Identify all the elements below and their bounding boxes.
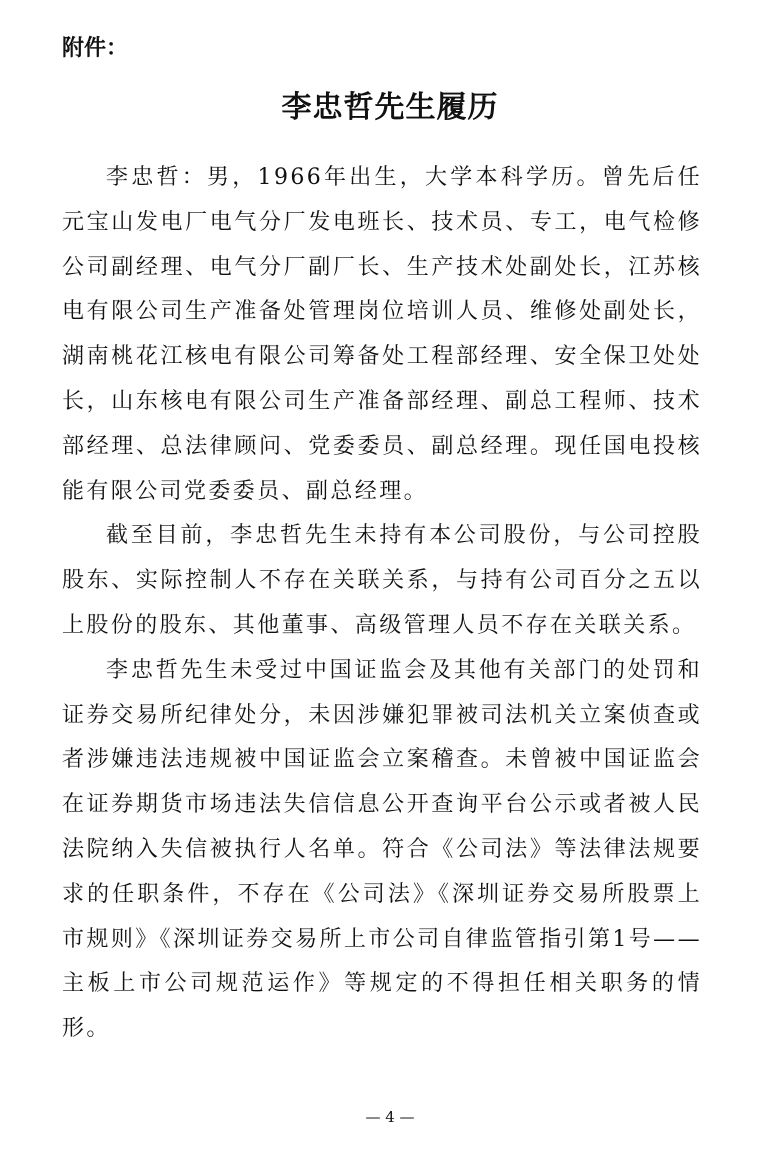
paragraph-compliance: 李忠哲先生未受过中国证监会及其他有关部门的处罚和证券交易所纪律处分，未因涉嫌犯罪被司法机关立案侦查或者涉嫌违法违规被中国证监会立案稽查。未曾被中国证监会在证券期货市场违法失信信息公开查询平台公示或者被人民法院纳入失信被执行人名单。符合《公司法》等法律法规要求的任职条件，不存在《公司法》《深圳证券交易所股票上市规则》《深圳证券交易所上市公司自律监管指引第1号——主板上市公司规范运作》等规定的不得担任相关职务的情形。 xyxy=(62,657,702,1042)
paragraph-career: 李忠哲：男，1966年出生，大学本科学历。曾先后任元宝山发电厂电气分厂发电班长、技术员、专工，电气检修公司副经理、电气分厂副厂长、生产技术处副处长，江苏核电有限公司生产准备处管理岗位培训人员、维修处副处长，湖南桃花江核电有限公司筹备处工程部经理、安全保卫处处长，山东核电有限公司生产准备部经理、副总工程师、技术部经理、总法律顾问、党委委员、副总经理。现任国电投核能有限公司党委委员、副总经理。 xyxy=(62,165,702,504)
paragraph-shareholding: 截至目前，李忠哲先生未持有本公司股份，与公司控股股东、实际控制人不存在关联关系，与持有公司百分之五以上股份的股东、其他董事、高级管理人员不存在关联关系。 xyxy=(62,523,702,638)
document-title: 李忠哲先生履历 xyxy=(281,90,499,125)
document-body xyxy=(62,156,702,1052)
page-number: — 4 — xyxy=(365,1108,415,1126)
attachment-label: 附件： xyxy=(62,36,129,61)
